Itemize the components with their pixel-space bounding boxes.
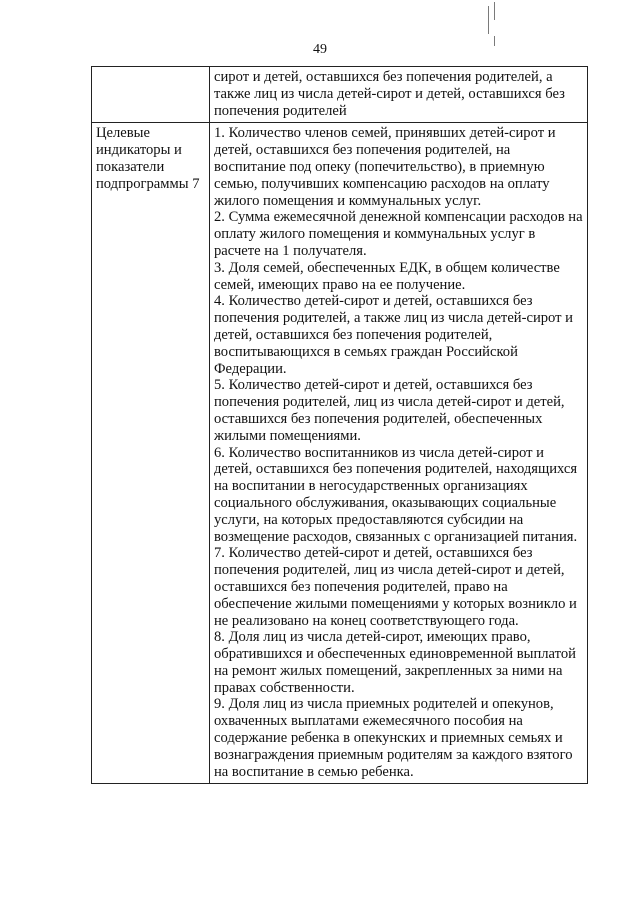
- scan-artifact-line: [488, 6, 489, 34]
- table-row-continuation: [92, 67, 588, 123]
- continued-text-cell: сирот и детей, оставшихся без попечения родителей, а также лиц из числа детей-сирот и детей, оставшихся без попечения родителей: [210, 67, 588, 123]
- indicator-item-1: 1. Количество членов семей, принявших детей-сирот и детей, оставшихся без попечения родителей, на воспитание под опеку (попечительство), в приемную семью, получивших компенсацию расходов на оплату жилого помещения и коммунальных услуг.: [214, 125, 556, 209]
- subprogram-table: [91, 66, 588, 784]
- table-row-indicators: [92, 123, 588, 784]
- indicator-item-7: 7. Количество детей-сирот и детей, оставшихся без попечения родителей, лиц из числа детей-сирот и детей, оставшихся без попечения родителей, право на обеспечение жилыми помещениями у которых возникло и не реализовано на конец соответствующего года.: [214, 545, 577, 629]
- indicator-item-4: 4. Количество детей-сирот и детей, оставшихся без попечения родителей, а также лиц из числа детей-сирот и детей, оставшихся без попечения родителей, воспитывающихся в семьях граждан Российской Федерации.: [214, 293, 573, 377]
- indicator-item-3: 3. Доля семей, обеспеченных ЕДК, в общем количестве семей, имеющих право на ее получение.: [214, 259, 560, 293]
- indicator-item-8: 8. Доля лиц из числа детей-сирот, имеющих право, обратившихся и обеспеченных единовременной выплатой на ремонт жилых помещений, закрепленных за ними на правах собственности.: [214, 629, 576, 696]
- indicator-item-9: 9. Доля лиц из числа приемных родителей и опекунов, охваченных выплатами ежемесячного пособия на содержание ребенка в опекунских и приемных семьях и вознаграждения приемным родителям за каждого взятого на воспитание в семью ребенка.: [214, 696, 573, 780]
- row-label-cell: Целевые индикаторы и показатели подпрограммы 7: [92, 123, 210, 784]
- empty-label-cell: [92, 67, 210, 123]
- indicator-item-5: 5. Количество детей-сирот и детей, оставшихся без попечения родителей, лиц из числа детей-сирот и детей, оставшихся без попечения родителей, обеспеченных жилыми помещениями.: [214, 377, 565, 444]
- indicator-item-6: 6. Количество воспитанников из числа детей-сирот и детей, оставшихся без попечения родителей, находящихся на воспитании в негосударственных организациях социального обслуживания, оказывающих социальные услуги, на которых предоставляются субсидии на возмещение расходов, связанных с организацией питания.: [214, 444, 578, 545]
- indicators-cell: [210, 123, 588, 784]
- page-number: 49: [313, 42, 327, 57]
- scan-artifact-line: [494, 2, 495, 20]
- indicator-item-2: 2. Сумма ежемесячной денежной компенсации расходов на оплату жилого помещения и коммунальных услуг в расчете на 1 получателя.: [214, 209, 583, 259]
